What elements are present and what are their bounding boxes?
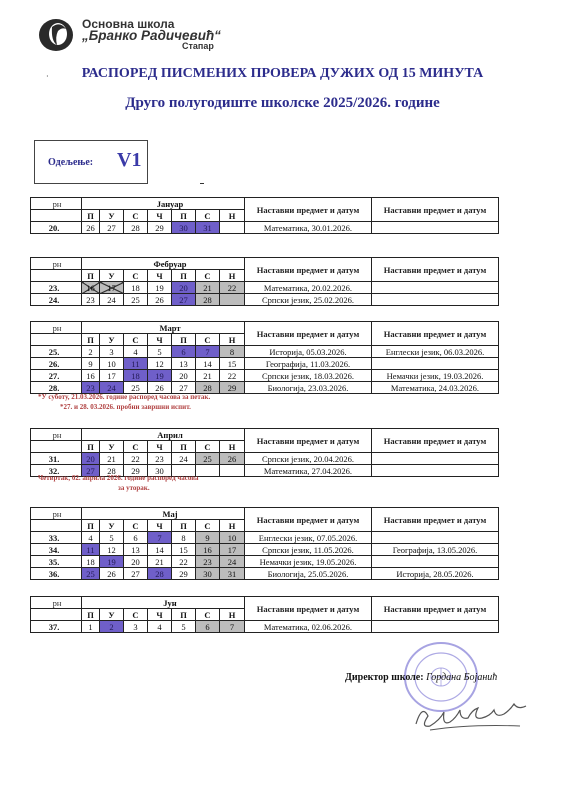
day-cell: 11 — [82, 544, 100, 556]
day-cell: 30 — [196, 568, 220, 580]
week-row — [31, 282, 499, 294]
day-cell: 31 — [220, 568, 245, 580]
day-cell: 7 — [220, 621, 245, 633]
class-value: V1 — [117, 149, 142, 171]
day-cell: 21 — [196, 282, 220, 294]
week-number: 36. — [31, 568, 82, 580]
month-name: Јун — [82, 597, 245, 609]
subject-date-cell: Енглески језик, 07.05.2026. — [245, 532, 372, 544]
day-cell: 8 — [172, 532, 196, 544]
weekday-header: Ч — [148, 520, 172, 532]
day-cell: 25 — [124, 294, 148, 306]
blank-cell — [31, 270, 82, 282]
subject-column-header: Наставни предмет и датум — [372, 322, 499, 346]
day-cell: 19 — [148, 282, 172, 294]
weekday-header: П — [82, 334, 100, 346]
schedule-table — [30, 596, 499, 633]
day-cell: 7 — [148, 532, 172, 544]
weekday-header: П — [172, 334, 196, 346]
week-number: 27. — [31, 370, 82, 382]
weekday-header: С — [124, 520, 148, 532]
day-cell: 4 — [124, 346, 148, 358]
day-cell: 28 — [196, 382, 220, 394]
day-cell: 9 — [82, 358, 100, 370]
weekday-header: С — [196, 210, 220, 222]
weekday-header: П — [172, 270, 196, 282]
day-cell: 20 — [82, 453, 100, 465]
subject-date-cell: Биологија, 23.03.2026. — [245, 382, 372, 394]
weekday-header: Н — [220, 441, 245, 453]
day-cell: 4 — [82, 532, 100, 544]
week-number: 32. — [31, 465, 82, 477]
school-name-line1: Основна школа — [82, 17, 175, 31]
weekday-header: Н — [220, 270, 245, 282]
day-cell — [220, 294, 245, 306]
subject-date-cell: Математика, 20.02.2026. — [245, 282, 372, 294]
week-number: 37. — [31, 621, 82, 633]
weekday-header: С — [124, 270, 148, 282]
subject-date-cell — [372, 358, 499, 370]
schedule-table — [30, 428, 499, 477]
weekday-header: Ч — [148, 270, 172, 282]
april-note-1: Четвртак, 02. априла 2026. године распоред часова — [38, 474, 199, 482]
march-note-1: *У суботу, 21.03.2026. године распоред часова за петак. — [38, 393, 211, 401]
week-number: 24. — [31, 294, 82, 306]
day-cell: 10 — [100, 358, 124, 370]
day-cell: 17 — [220, 544, 245, 556]
subject-date-cell — [372, 294, 499, 306]
day-cell: 29 — [148, 222, 172, 234]
blank-cell — [31, 334, 82, 346]
day-cell: 29 — [172, 568, 196, 580]
week-row — [31, 370, 499, 382]
weekday-header: С — [196, 441, 220, 453]
subject-date-cell: Српски језик, 11.05.2026. — [245, 544, 372, 556]
month-name: Април — [82, 429, 245, 441]
day-cell: 7 — [196, 346, 220, 358]
day-cell: 13 — [172, 358, 196, 370]
day-cell: 27 — [100, 222, 124, 234]
week-number: 34. — [31, 544, 82, 556]
week-row — [31, 294, 499, 306]
weekday-header: С — [124, 441, 148, 453]
day-cell: 27 — [172, 294, 196, 306]
subject-column-header: Наставни предмет и датум — [372, 258, 499, 282]
subject-date-cell: Немачки језик, 19.05.2026. — [245, 556, 372, 568]
subject-column-header: Наставни предмет и датум — [245, 597, 372, 621]
day-cell: 18 — [124, 370, 148, 382]
subject-date-cell: Географија, 11.03.2026. — [245, 358, 372, 370]
day-cell: 9 — [196, 532, 220, 544]
weekday-header: П — [172, 520, 196, 532]
week-number: 26. — [31, 358, 82, 370]
day-cell: 27 — [82, 465, 100, 477]
day-cell: 26 — [100, 568, 124, 580]
rn-header: рн — [31, 258, 82, 270]
weekday-header: С — [196, 609, 220, 621]
day-cell: 3 — [124, 621, 148, 633]
week-row — [31, 453, 499, 465]
week-number: 28. — [31, 382, 82, 394]
day-cell: 2 — [82, 346, 100, 358]
blank-cell — [31, 609, 82, 621]
day-cell: 21 — [148, 556, 172, 568]
subject-column-header: Наставни предмет и датум — [372, 597, 499, 621]
day-cell: 5 — [148, 346, 172, 358]
subject-date-cell: Српски језик, 20.04.2026. — [245, 453, 372, 465]
day-cell: 3 — [100, 346, 124, 358]
day-cell: 26 — [148, 382, 172, 394]
day-cell: 21 — [100, 453, 124, 465]
page-subtitle: Друго полугодиште школске 2025/2026. године — [125, 95, 440, 111]
day-cell: 16 — [196, 544, 220, 556]
day-cell: 14 — [148, 544, 172, 556]
weekday-header: Н — [220, 334, 245, 346]
day-cell: 18 — [124, 282, 148, 294]
day-cell: 18 — [82, 556, 100, 568]
day-cell: 16 — [82, 282, 100, 294]
subject-date-cell — [372, 465, 499, 477]
day-cell: 6 — [196, 621, 220, 633]
march-note-2: *27. и 28. 03.2026. пробни завршни испит. — [60, 403, 191, 411]
weekday-header: У — [100, 270, 124, 282]
subject-column-header: Наставни предмет и датум — [372, 508, 499, 532]
weekday-header: Ч — [148, 334, 172, 346]
day-cell: 11 — [124, 358, 148, 370]
subject-column-header: Наставни предмет и датум — [245, 322, 372, 346]
schedule-table — [30, 507, 499, 580]
subject-date-cell: Биологија, 25.05.2026. — [245, 568, 372, 580]
subject-date-cell: Српски језик, 18.03.2026. — [245, 370, 372, 382]
day-cell: 26 — [220, 453, 245, 465]
handwritten-signature — [412, 700, 542, 736]
director-signature-line — [345, 672, 497, 683]
school-name — [82, 18, 221, 51]
subject-date-cell — [372, 532, 499, 544]
week-number: 35. — [31, 556, 82, 568]
week-number: 31. — [31, 453, 82, 465]
week-row — [31, 556, 499, 568]
day-cell: 25 — [196, 453, 220, 465]
day-cell: 22 — [220, 282, 245, 294]
day-cell: 25 — [124, 382, 148, 394]
weekday-header: У — [100, 210, 124, 222]
day-cell: 24 — [172, 453, 196, 465]
day-cell: 22 — [172, 556, 196, 568]
day-cell: 20 — [172, 282, 196, 294]
day-cell: 12 — [148, 358, 172, 370]
weekday-header: П — [82, 520, 100, 532]
day-cell: 22 — [220, 370, 245, 382]
day-cell: 22 — [124, 453, 148, 465]
day-cell: 5 — [172, 621, 196, 633]
school-name-line2: „Бранко Радичевић“ — [82, 28, 221, 43]
day-cell: 24 — [100, 382, 124, 394]
weekday-header: П — [82, 609, 100, 621]
day-cell: 13 — [124, 544, 148, 556]
subject-date-cell — [372, 282, 499, 294]
weekday-header: У — [100, 609, 124, 621]
subject-column-header: Наставни предмет и датум — [245, 258, 372, 282]
subject-date-cell: Математика, 02.06.2026. — [245, 621, 372, 633]
month-name: Фебруар — [82, 258, 245, 270]
weekday-header: П — [172, 210, 196, 222]
weekday-header: С — [196, 270, 220, 282]
day-cell: 6 — [124, 532, 148, 544]
day-cell: 15 — [220, 358, 245, 370]
week-number: 25. — [31, 346, 82, 358]
director-label: Директор школе: — [345, 672, 424, 683]
schedule-table — [30, 257, 499, 306]
month-name: Мај — [82, 508, 245, 520]
day-cell: 30 — [148, 465, 172, 477]
class-label: Одељење: — [48, 157, 94, 168]
day-cell: 20 — [172, 370, 196, 382]
schedule-table — [30, 197, 499, 234]
weekday-header: П — [172, 609, 196, 621]
rn-header: рн — [31, 322, 82, 334]
day-cell: 24 — [220, 556, 245, 568]
schedule-table — [30, 321, 499, 394]
school-logo — [38, 17, 74, 53]
weekday-header: Н — [220, 520, 245, 532]
day-cell: 15 — [172, 544, 196, 556]
weekday-header: С — [124, 609, 148, 621]
dot-mark: · — [46, 72, 49, 81]
day-cell: 31 — [196, 222, 220, 234]
weekday-header: У — [100, 334, 124, 346]
subject-date-cell — [372, 621, 499, 633]
day-cell: 19 — [148, 370, 172, 382]
day-cell: 28 — [196, 294, 220, 306]
subject-date-cell: Српски језик, 25.02.2026. — [245, 294, 372, 306]
subject-date-cell: Математика, 30.01.2026. — [245, 222, 372, 234]
week-row — [31, 621, 499, 633]
week-row — [31, 568, 499, 580]
day-cell: 12 — [100, 544, 124, 556]
subject-date-cell: Историја, 28.05.2026. — [372, 568, 499, 580]
day-cell: 29 — [220, 382, 245, 394]
weekday-header: У — [100, 520, 124, 532]
day-cell: 20 — [124, 556, 148, 568]
day-cell: 4 — [148, 621, 172, 633]
week-row — [31, 532, 499, 544]
day-cell: 26 — [148, 294, 172, 306]
day-cell: 27 — [172, 382, 196, 394]
month-name: Јануар — [82, 198, 245, 210]
week-row — [31, 544, 499, 556]
subject-date-cell: Немачки језик, 19.03.2026. — [372, 370, 499, 382]
april-note-2: за уторак. — [118, 484, 150, 492]
subject-column-header: Наставни предмет и датум — [245, 429, 372, 453]
day-cell: 29 — [124, 465, 148, 477]
day-cell: 17 — [100, 282, 124, 294]
day-cell: 1 — [82, 621, 100, 633]
weekday-header: П — [82, 441, 100, 453]
day-cell: 23 — [82, 382, 100, 394]
day-cell: 28 — [124, 222, 148, 234]
day-cell: 10 — [220, 532, 245, 544]
subject-date-cell — [372, 222, 499, 234]
weekday-header: Н — [220, 609, 245, 621]
subject-column-header: Наставни предмет и датум — [245, 508, 372, 532]
weekday-header: П — [82, 210, 100, 222]
week-row — [31, 382, 499, 394]
day-cell: 25 — [82, 568, 100, 580]
day-cell — [196, 465, 220, 477]
weekday-header: У — [100, 441, 124, 453]
day-cell: 27 — [124, 568, 148, 580]
weekday-header: С — [196, 520, 220, 532]
subject-column-header: Наставни предмет и датум — [372, 429, 499, 453]
weekday-header: С — [124, 334, 148, 346]
subject-date-cell: Енглески језик, 06.03.2026. — [372, 346, 499, 358]
school-location: Стапар — [182, 41, 214, 51]
weekday-header: П — [82, 270, 100, 282]
rn-header: рн — [31, 198, 82, 210]
rn-header: рн — [31, 508, 82, 520]
weekday-header: П — [172, 441, 196, 453]
day-cell: 19 — [100, 556, 124, 568]
month-name: Март — [82, 322, 245, 334]
week-row — [31, 358, 499, 370]
blank-cell — [31, 441, 82, 453]
week-row — [31, 222, 499, 234]
day-cell: 23 — [148, 453, 172, 465]
week-number: 23. — [31, 282, 82, 294]
day-cell: 16 — [82, 370, 100, 382]
day-cell: 5 — [100, 532, 124, 544]
day-cell: 2 — [100, 621, 124, 633]
weekday-header: Ч — [148, 210, 172, 222]
weekday-header: Ч — [148, 609, 172, 621]
page-title: РАСПОРЕД ПИСМЕНИХ ПРОВЕРА ДУЖИХ ОД 15 МИНУТА — [81, 66, 484, 81]
day-cell: 30 — [172, 222, 196, 234]
week-number: 20. — [31, 222, 82, 234]
director-name: Гордана Бојанић — [426, 672, 498, 683]
rn-header: рн — [31, 429, 82, 441]
day-cell: 23 — [82, 294, 100, 306]
tick-mark — [200, 183, 204, 184]
day-cell: 21 — [196, 370, 220, 382]
day-cell — [220, 222, 245, 234]
rn-header: рн — [31, 597, 82, 609]
weekday-header: Н — [220, 210, 245, 222]
weekday-header: С — [124, 210, 148, 222]
subject-date-cell: Географија, 13.05.2026. — [372, 544, 499, 556]
day-cell: 6 — [172, 346, 196, 358]
day-cell — [220, 465, 245, 477]
subject-date-cell: Математика, 24.03.2026. — [372, 382, 499, 394]
subject-column-header: Наставни предмет и датум — [245, 198, 372, 222]
blank-cell — [31, 210, 82, 222]
week-number: 33. — [31, 532, 82, 544]
day-cell: 23 — [196, 556, 220, 568]
blank-cell — [31, 520, 82, 532]
subject-date-cell — [372, 556, 499, 568]
subject-date-cell: Математика, 27.04.2026. — [245, 465, 372, 477]
day-cell: 24 — [100, 294, 124, 306]
subject-date-cell — [372, 453, 499, 465]
day-cell: 17 — [100, 370, 124, 382]
day-cell: 26 — [82, 222, 100, 234]
class-box — [34, 140, 148, 184]
day-cell: 8 — [220, 346, 245, 358]
day-cell: 14 — [196, 358, 220, 370]
day-cell: 28 — [100, 465, 124, 477]
weekday-header: Ч — [148, 441, 172, 453]
weekday-header: С — [196, 334, 220, 346]
subject-date-cell: Историја, 05.03.2026. — [245, 346, 372, 358]
subject-column-header: Наставни предмет и датум — [372, 198, 499, 222]
week-row — [31, 346, 499, 358]
day-cell: 28 — [148, 568, 172, 580]
